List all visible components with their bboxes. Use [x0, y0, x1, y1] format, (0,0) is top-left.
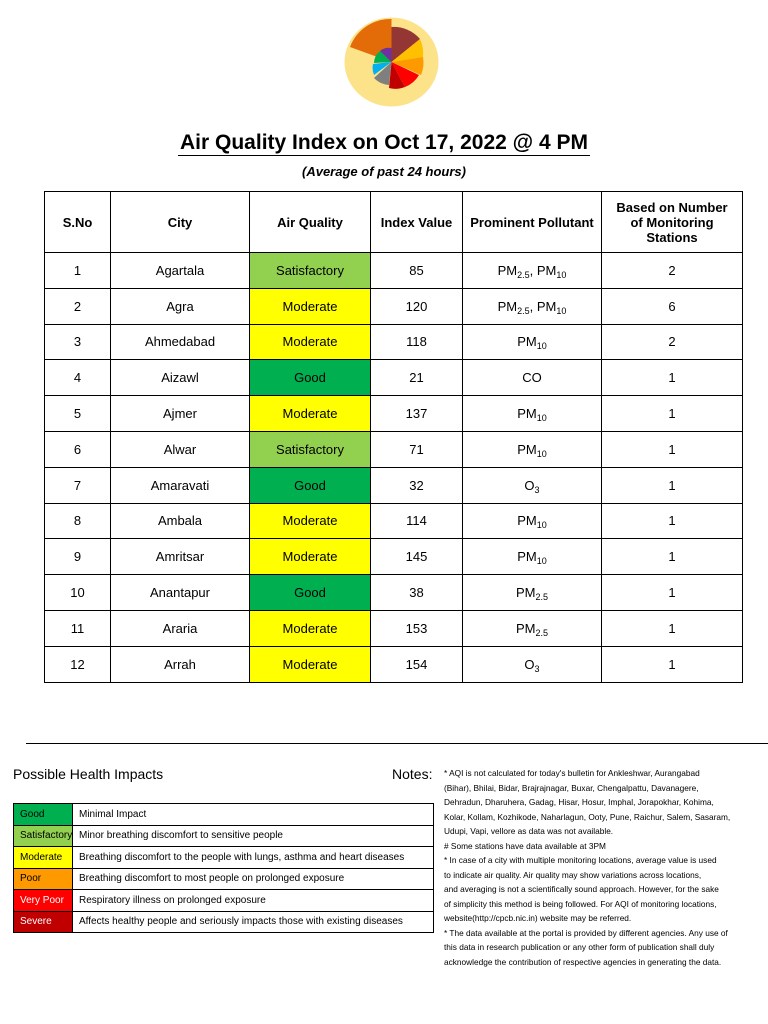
page-subtitle: (Average of past 24 hours) [302, 164, 466, 179]
sno-cell: 11 [45, 610, 111, 646]
pollutant-name: PM [515, 620, 536, 636]
pollutant-cell [463, 503, 602, 539]
sno-cell: 7 [45, 467, 111, 503]
pollutant-cell: $PM_{2.5}$, $PM_{10}$ [463, 253, 602, 289]
sno-cell: 4 [45, 360, 111, 396]
pollutant-name: PM [517, 406, 537, 422]
pollutant-name: O [524, 656, 535, 672]
city-cell: Agra [111, 288, 250, 324]
table-row [45, 324, 743, 360]
pollutant-subscript: 10 [556, 305, 567, 316]
health-impact-row [14, 847, 434, 869]
impact-text: Breathing discomfort to most people on prolonged exposure [73, 868, 434, 890]
pollutant-cell [463, 610, 602, 646]
sno-cell: 1 [45, 253, 111, 289]
table-row [45, 431, 743, 467]
note-line: * AQI is not calculated for today's bulletin for Ankleshwar, Aurangabad [444, 768, 700, 778]
pollutant-name: PM [515, 585, 536, 601]
impact-text: Minor breathing discomfort to sensitive people [73, 825, 434, 847]
pollutant-name: PM [536, 298, 557, 314]
pollutant-subscript: 10 [536, 448, 547, 459]
stations-cell: 6 [602, 288, 743, 324]
pollutant-cell [463, 360, 602, 396]
pollutant-name: PM [517, 549, 537, 565]
table-row [45, 253, 743, 289]
pollutant-subscript: 10 [536, 341, 547, 352]
category-swatch: Satisfactory [14, 825, 73, 847]
index-value-cell: 32 [371, 467, 463, 503]
pollutant-cell [463, 646, 602, 682]
note-line: Kolar, Kollam, Kozhikode, Naharlagun, Ooty, Pune, Raichur, Salem, Sasaram, [444, 811, 731, 822]
city-cell: Araria [111, 610, 250, 646]
aqi-table [44, 191, 743, 683]
health-impact-row [14, 868, 434, 890]
pollutant-subscript: 2.5 [517, 269, 530, 280]
stations-cell: 1 [602, 646, 743, 682]
header-monitoring-stations: Based on Number of Monitoring Stations [602, 192, 743, 253]
impact-text: Breathing discomfort to the people with lungs, asthma and heart diseases [73, 847, 434, 869]
city-cell: Ahmedabad [111, 324, 250, 360]
pollutant-cell [463, 431, 602, 467]
air-quality-cell: Good [250, 467, 371, 503]
air-quality-cell: Moderate [250, 539, 371, 575]
pollutant-cell: $PM_{2.5}$, $PM_{10}$ [463, 288, 602, 324]
health-impacts-title: Possible Health Impacts [13, 766, 164, 782]
category-swatch: Moderate [14, 847, 73, 869]
category-swatch: Poor [14, 868, 73, 890]
air-quality-cell: Moderate [250, 503, 371, 539]
note-line: of simplicity this method is being followed. For AQI of monitoring locations, [444, 898, 717, 909]
index-value-cell: 114 [371, 503, 463, 539]
pollutant-name: PM [517, 441, 537, 457]
pollutant-cell [463, 467, 602, 503]
note-line: website(http://cpcb.nic.in) website may be referred. [444, 913, 632, 923]
note-line: and averaging is not a scientifically sound approach. However, for the sake [444, 884, 719, 894]
header-city: City [111, 192, 250, 253]
pollutant-subscript: 2.5 [535, 627, 548, 638]
air-quality-cell: Moderate [250, 610, 371, 646]
note-line: * In case of a city with multiple monitoring locations, average value is used [444, 855, 717, 865]
air-quality-cell: Moderate [250, 396, 371, 432]
impact-text: Respiratory illness on prolonged exposure [73, 890, 434, 912]
index-value-cell: 71 [371, 431, 463, 467]
notes-text [444, 766, 764, 969]
pollutant-subscript: 3 [534, 484, 540, 495]
table-row [45, 539, 743, 575]
city-cell: Arrah [111, 646, 250, 682]
header-sno: S.No [45, 192, 111, 253]
note-line: Dehradun, Dharuhera, Gadag, Hisar, Hosur, Imphal, Jorapokhar, Kohima, [444, 797, 714, 807]
stations-cell: 1 [602, 467, 743, 503]
health-impact-row [14, 890, 434, 912]
stations-cell: 1 [602, 431, 743, 467]
health-impact-row [14, 911, 434, 933]
city-cell: Ajmer [111, 396, 250, 432]
stations-cell: 1 [602, 575, 743, 611]
sno-cell: 10 [45, 575, 111, 611]
pollutant-subscript: 2.5 [535, 592, 548, 603]
note-line: * The data available at the portal is provided by different agencies. Any use of [444, 927, 728, 938]
index-value-cell: 38 [371, 575, 463, 611]
header-index-value: Index Value [371, 192, 463, 253]
table-row [45, 396, 743, 432]
note-line: acknowledge the contribution of respective agencies in generating the data. [444, 956, 722, 967]
air-quality-cell: Moderate [250, 288, 371, 324]
pollutant-subscript: 10 [536, 520, 547, 531]
notes-label: Notes: [392, 766, 433, 782]
city-cell: Anantapur [111, 575, 250, 611]
air-quality-cell: Good [250, 575, 371, 611]
air-quality-cell: Good [250, 360, 371, 396]
section-divider [26, 743, 768, 744]
sno-cell: 8 [45, 503, 111, 539]
city-cell: Ambala [111, 503, 250, 539]
air-quality-cell: Satisfactory [250, 431, 371, 467]
table-row [45, 646, 743, 682]
pollutant-name: PM [536, 262, 557, 278]
index-value-cell: 118 [371, 324, 463, 360]
pollutant-name: CO [522, 370, 542, 386]
index-value-cell: 153 [371, 610, 463, 646]
sno-cell: 9 [45, 539, 111, 575]
note-line: to indicate air quality. Air quality may show variations across locations, [444, 869, 702, 880]
health-impact-row [14, 804, 434, 826]
air-quality-cell: Moderate [250, 646, 371, 682]
impact-text: Minimal Impact [73, 804, 434, 826]
sno-cell: 3 [45, 324, 111, 360]
pollutant-name: PM [497, 262, 518, 278]
city-cell: Alwar [111, 431, 250, 467]
city-cell: Amaravati [111, 467, 250, 503]
stations-cell: 1 [602, 360, 743, 396]
pollutant-subscript: 10 [536, 413, 547, 424]
cpcb-logo [344, 17, 439, 107]
pollutant-subscript: 2.5 [517, 305, 530, 316]
pollutant-name: PM [517, 334, 537, 350]
index-value-cell: 21 [371, 360, 463, 396]
stations-cell: 1 [602, 503, 743, 539]
pollutant-name: PM [517, 513, 537, 529]
header-air-quality: Air Quality [250, 192, 371, 253]
pollutant-subscript: 3 [534, 663, 540, 674]
stations-cell: 1 [602, 396, 743, 432]
air-quality-cell: Satisfactory [250, 253, 371, 289]
health-impacts-table [13, 803, 434, 933]
table-row [45, 503, 743, 539]
sno-cell: 12 [45, 646, 111, 682]
index-value-cell: 145 [371, 539, 463, 575]
health-impact-row [14, 825, 434, 847]
stations-cell: 2 [602, 253, 743, 289]
table-header-row [45, 192, 743, 253]
pollutant-cell [463, 396, 602, 432]
sno-cell: 2 [45, 288, 111, 324]
category-swatch: Good [14, 804, 73, 826]
pollutant-name: O [524, 477, 535, 493]
table-row [45, 288, 743, 324]
sno-cell: 6 [45, 431, 111, 467]
table-row [45, 610, 743, 646]
pollutant-name: PM [497, 298, 518, 314]
pollutant-cell [463, 575, 602, 611]
pollutant-subscript: 10 [536, 556, 547, 567]
city-cell: Aizawl [111, 360, 250, 396]
table-row [45, 467, 743, 503]
air-quality-cell: Moderate [250, 324, 371, 360]
impact-text: Affects healthy people and seriously impacts those with existing diseases [73, 911, 434, 933]
page-title: Air Quality Index on Oct 17, 2022 @ 4 PM [180, 131, 588, 154]
index-value-cell: 137 [371, 396, 463, 432]
pollutant-cell [463, 324, 602, 360]
category-swatch: Severe [14, 911, 73, 933]
table-row [45, 575, 743, 611]
index-value-cell: 120 [371, 288, 463, 324]
city-cell: Amritsar [111, 539, 250, 575]
header-prominent-pollutant: Prominent Pollutant [463, 192, 602, 253]
index-value-cell: 154 [371, 646, 463, 682]
stations-cell: 2 [602, 324, 743, 360]
note-line: Udupi, Vapi, vellore as data was not available. [444, 826, 614, 836]
note-line: this data in research publication or any other form of publication shall duly [444, 942, 715, 952]
city-cell: Agartala [111, 253, 250, 289]
pollutant-cell [463, 539, 602, 575]
index-value-cell: 85 [371, 253, 463, 289]
stations-cell: 1 [602, 539, 743, 575]
category-swatch: Very Poor [14, 890, 73, 912]
note-line: # Some stations have data available at 3PM [444, 840, 606, 851]
table-row [45, 360, 743, 396]
pollutant-subscript: 10 [556, 269, 567, 280]
stations-cell: 1 [602, 610, 743, 646]
sno-cell: 5 [45, 396, 111, 432]
note-line: (Bihar), Bhilai, Bidar, Brajrajnagar, Buxar, Chengalpattu, Davanagere, [444, 782, 699, 793]
